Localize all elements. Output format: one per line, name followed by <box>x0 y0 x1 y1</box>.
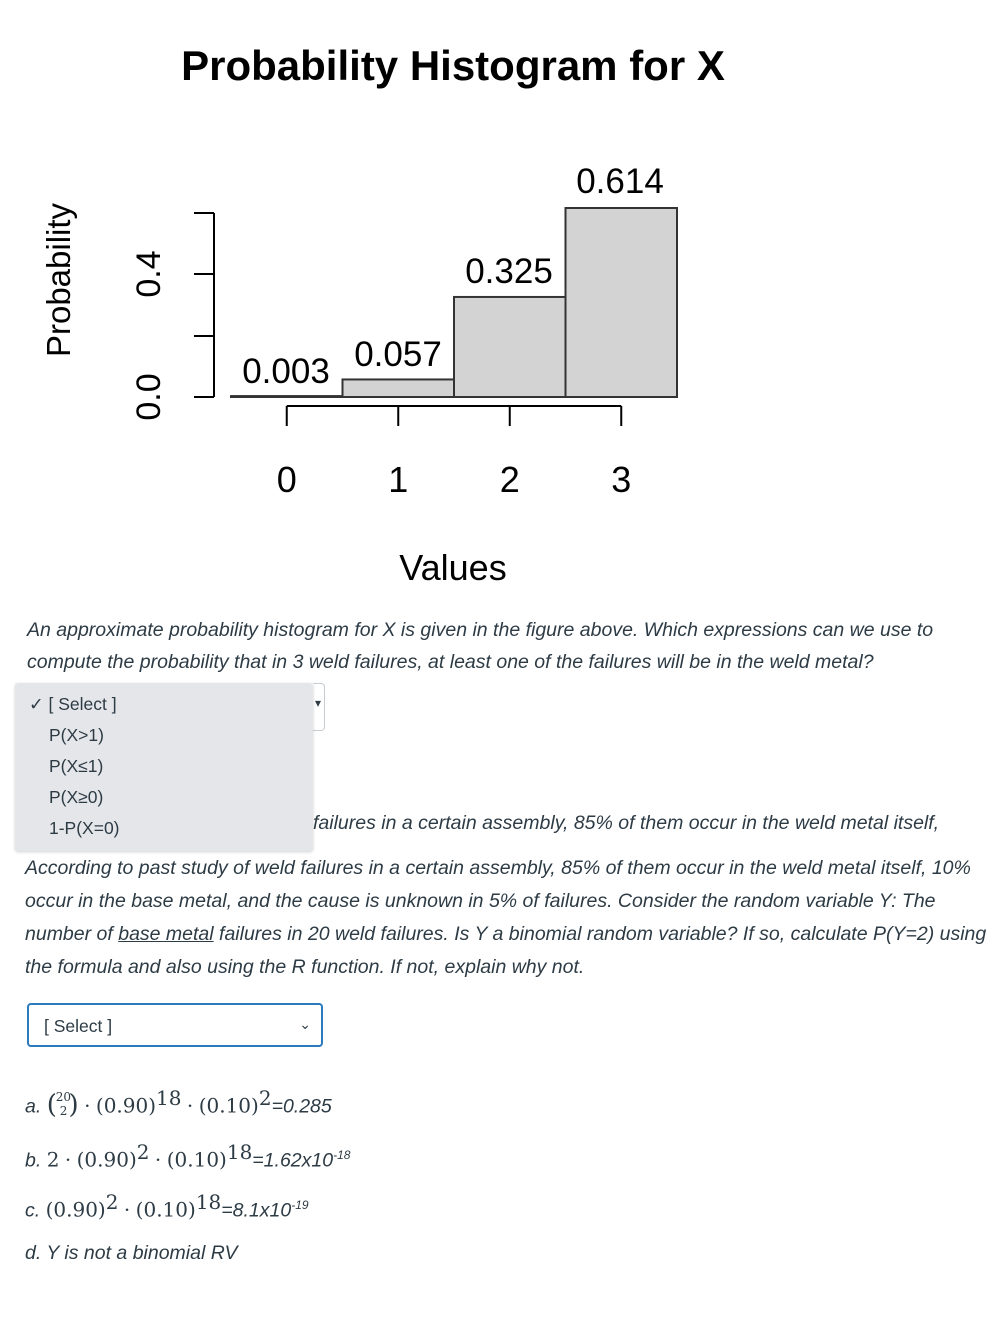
answer-c-exp-1: 2 <box>105 1190 119 1214</box>
question-2-text-b: failures in 20 weld failures. Is Y a binomial random variable? If so, calculate P(Y=2) using the formula and also using the R function. If not, explain why not. <box>25 923 987 978</box>
answer-b-result-exp: -18 <box>333 1148 351 1162</box>
x-axis-label: Values <box>399 547 507 588</box>
answer-b-result: =1.62x10 <box>252 1149 334 1172</box>
answer-d: d. Y is not a binomial RV <box>25 1242 238 1264</box>
question-1-dropdown-menu <box>15 683 313 851</box>
answer-b <box>25 1140 350 1173</box>
question-2-underlined: base metal <box>118 923 214 945</box>
y-axis-label: Probability <box>40 202 77 358</box>
answer-a-base-1: (0.90) <box>95 1093 157 1118</box>
answer-c-dot: · <box>123 1197 131 1222</box>
chevron-down-icon: ⌄ <box>299 1016 311 1032</box>
x-tick-label-2: 2 <box>499 459 520 500</box>
bar-label-0: 0.003 <box>242 352 330 391</box>
answer-c-base-2: (0.10) <box>135 1197 196 1222</box>
question-2-dropdown[interactable] <box>27 1003 323 1047</box>
chart-title: Probability Histogram for X <box>181 42 725 89</box>
answer-b-exp-2: 18 <box>226 1140 253 1164</box>
y-tick-label-1: 0.4 <box>130 250 168 298</box>
answer-c <box>25 1190 309 1223</box>
question-2-dropdown-label: [ Select ] <box>44 1016 113 1036</box>
question-2-partial-line: failures in a certain assembly, 85% of them occur in the weld metal itself, <box>313 812 940 834</box>
answer-a-prefix: a. <box>25 1095 47 1118</box>
answer-b-prefix: b. <box>25 1149 47 1172</box>
x-tick-label-3: 3 <box>611 459 632 500</box>
dropdown-option-1[interactable]: P(X>1) <box>49 725 104 745</box>
answer-c-exp-2: 18 <box>195 1190 222 1214</box>
y-tick-label-0: 0.0 <box>130 373 168 421</box>
answer-a <box>25 1086 332 1119</box>
bar-2 <box>454 297 566 397</box>
answer-a-dot-1: · <box>84 1093 91 1118</box>
dropdown-option-2[interactable]: P(X≤1) <box>49 756 104 776</box>
bar-1 <box>343 379 455 397</box>
x-tick-label-1: 1 <box>388 459 409 500</box>
question-2-text-a: According to past study of weld failures in a certain assembly, 85% of them occur in the weld metal itself, 10% occur in the base metal, and the cause is unknown in 5% of failures. Consider the random variable Y: The number of <box>25 857 971 945</box>
bar-label-3: 0.614 <box>576 162 664 201</box>
answer-c-result-exp: -19 <box>291 1198 309 1212</box>
bar-label-1: 0.057 <box>354 335 442 374</box>
answer-c-base-1: (0.90) <box>45 1197 106 1222</box>
answer-c-result: =8.1x10 <box>221 1199 292 1222</box>
answer-b-coef: 2 <box>46 1147 60 1172</box>
answer-a-result: =0.285 <box>271 1095 332 1118</box>
dropdown-option-4[interactable]: 1-P(X=0) <box>49 818 120 838</box>
x-axis <box>277 406 632 500</box>
answer-a-base-2: (0.10) <box>198 1093 259 1118</box>
question-1-dropdown[interactable] <box>313 683 325 731</box>
answer-a-exp-2: 2 <box>258 1086 272 1110</box>
answer-b-exp-1: 2 <box>136 1140 150 1164</box>
answer-a-dot-2: · <box>186 1093 194 1118</box>
bar-label-2: 0.325 <box>465 252 553 291</box>
answer-a-exp-1: 18 <box>156 1086 182 1110</box>
dropdown-option-select[interactable]: ✓ [ Select ] <box>29 694 117 714</box>
bar-0 <box>231 396 343 397</box>
dropdown-option-3[interactable]: P(X≥0) <box>49 787 104 807</box>
y-axis <box>130 213 214 421</box>
probability-histogram <box>0 0 1000 600</box>
x-tick-label-0: 0 <box>276 459 297 500</box>
binom-k: 2 <box>59 1103 68 1118</box>
answer-b-base-2: (0.10) <box>166 1147 227 1172</box>
dropdown-arrow-icon: ▾ <box>314 696 321 710</box>
answer-b-dot-1: · <box>64 1147 72 1172</box>
answer-b-base-1: (0.90) <box>76 1147 137 1172</box>
answer-c-prefix: c. <box>25 1199 46 1222</box>
bar-3 <box>566 208 678 397</box>
question-1-text: An approximate probability histogram for X is given in the figure above. Which expressions can we use to compute the probability that in 3 weld failures, at least one of the failures will be in the weld metal? <box>27 619 934 673</box>
binom-n: 20 <box>55 1089 71 1104</box>
binomial-coefficient: ( 20 2 ) <box>46 1089 79 1120</box>
answer-b-dot-2: · <box>154 1147 162 1172</box>
question-2-text <box>25 852 990 984</box>
